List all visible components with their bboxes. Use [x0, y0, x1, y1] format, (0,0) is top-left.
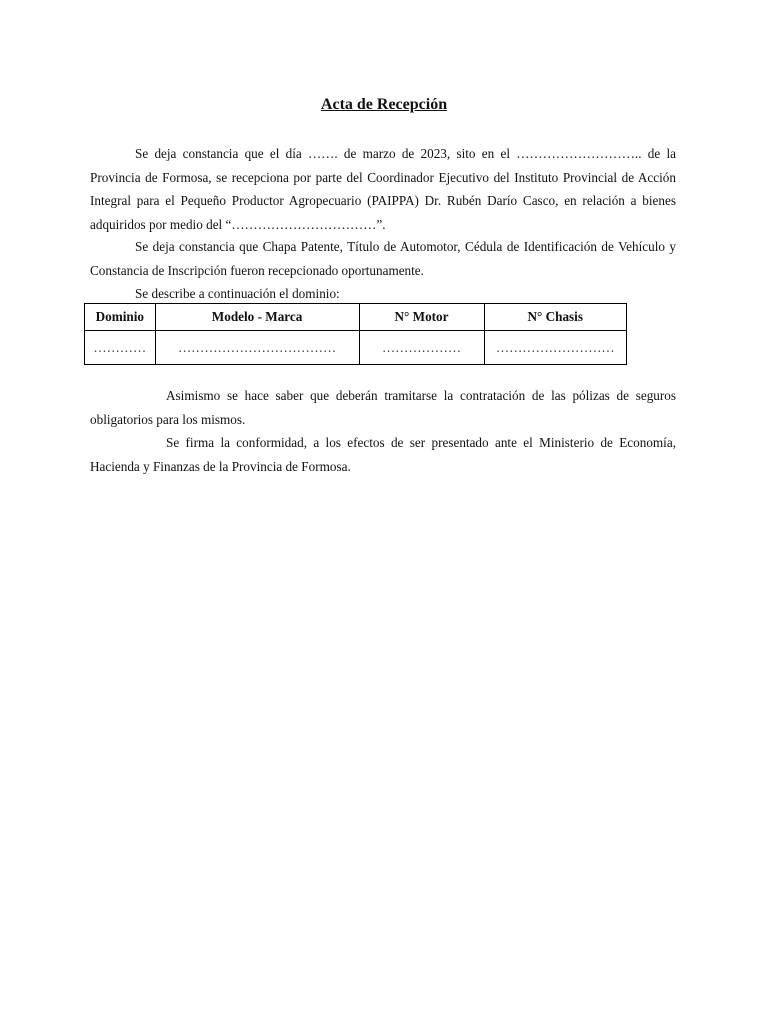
header-modelo-marca: Modelo - Marca — [155, 304, 359, 331]
cell-modelo-marca: ……………………………… — [155, 331, 359, 365]
paragraph-dominio-intro: Se describe a continuación el dominio: — [135, 286, 340, 301]
dominio-table — [84, 303, 627, 365]
table-header-row — [85, 304, 627, 331]
cell-motor: ……………… — [359, 331, 484, 365]
document-title: Acta de Recepción — [320, 96, 448, 113]
header-chasis: N° Chasis — [484, 304, 627, 331]
cell-dominio: ………… — [85, 331, 156, 365]
header-dominio: Dominio — [85, 304, 156, 331]
table-row — [85, 331, 627, 365]
paragraph-polizas-seguros: Asimismo se hace saber que deberán tramitarse la contratación de las pólizas de seguros obligatorios para los mismos. — [90, 388, 676, 427]
header-motor: N° Motor — [359, 304, 484, 331]
cell-chasis: ……………………… — [484, 331, 627, 365]
paragraph-constancia-documentacion: Se deja constancia que Chapa Patente, Título de Automotor, Cédula de Identificación de Vehículo y Constancia de Inscripción fueron recepcionado oportunamente. — [90, 239, 676, 278]
paragraph-constancia-recepcion: Se deja constancia que el día ……. de marzo de 2023, sito en el ……………………….. de la Provincia de Formosa, se recepciona por parte del Coordinador Ejecutivo del Instituto Provincial de Acción Integral para el Pequeño Productor Agropecuario (PAIPPA) Dr. Rubén Darío Casco, en relación a bienes adquiridos por medio del “……………………………”. — [90, 146, 676, 232]
paragraph-conformidad: Se firma la conformidad, a los efectos de ser presentado ante el Ministerio de Economía, Hacienda y Finanzas de la Provincia de Formosa. — [90, 435, 676, 474]
